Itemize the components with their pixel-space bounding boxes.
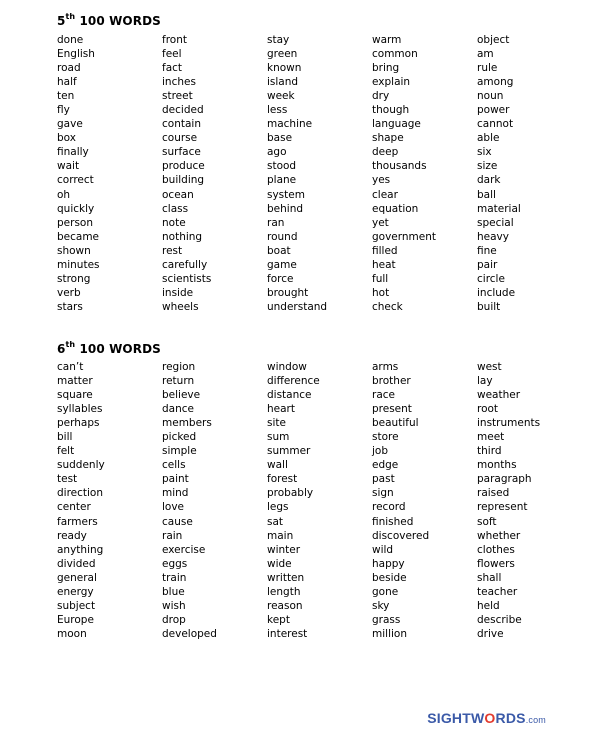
sight-word: decided	[162, 104, 204, 117]
sight-word: square	[57, 389, 93, 402]
sight-word: language	[372, 118, 421, 131]
sight-word: stars	[57, 300, 83, 313]
sight-word: half	[57, 76, 77, 89]
sight-word: produce	[162, 160, 205, 173]
sight-word: past	[372, 473, 395, 486]
sight-word: became	[57, 230, 100, 243]
ordinal-suffix: th	[65, 12, 76, 21]
sight-word: felt	[57, 445, 75, 458]
sight-word: boat	[267, 244, 291, 257]
sight-word: feel	[162, 48, 182, 61]
sight-word: finally	[57, 146, 89, 159]
sight-word: matter	[57, 375, 93, 388]
sight-word: lay	[477, 375, 493, 388]
sight-word: warm	[372, 34, 402, 46]
sight-word: arms	[372, 361, 399, 373]
sight-word: train	[162, 571, 187, 584]
sight-word: size	[477, 160, 498, 173]
sight-word: main	[267, 529, 294, 542]
sight-word: energy	[57, 585, 94, 598]
word-grid-5th	[57, 33, 582, 314]
word-grid-6th	[57, 360, 582, 641]
sight-word: force	[267, 272, 294, 285]
sight-word: week	[267, 90, 295, 103]
sight-word: rule	[477, 62, 498, 75]
sight-word: cannot	[477, 118, 514, 131]
sight-word: mind	[162, 487, 189, 500]
sight-word: English	[57, 48, 95, 61]
sight-word: third	[477, 445, 502, 458]
sight-word: farmers	[57, 515, 98, 528]
word-column	[162, 33, 267, 314]
sight-word: plane	[267, 174, 297, 187]
sight-word: yes	[372, 174, 391, 187]
sight-word: game	[267, 258, 297, 271]
sight-word: stay	[267, 34, 290, 46]
sight-word: sky	[372, 599, 390, 612]
sight-word: site	[267, 417, 286, 430]
sight-word: probably	[267, 487, 314, 500]
sight-word: root	[477, 403, 499, 416]
sight-word: picked	[162, 431, 197, 444]
sight-word: cells	[162, 459, 186, 472]
sight-word: thousands	[372, 160, 427, 173]
sight-word: known	[267, 62, 302, 75]
sight-word: subject	[57, 599, 96, 612]
sight-word: fine	[477, 244, 497, 257]
sight-word: love	[162, 501, 185, 514]
sight-word: winter	[267, 543, 301, 556]
sight-word: though	[372, 104, 410, 117]
sight-word: instruments	[477, 417, 541, 430]
logo-domain-suffix: .com	[525, 715, 546, 725]
sight-word: check	[372, 300, 403, 313]
sight-word: include	[477, 286, 516, 299]
word-column	[477, 360, 582, 641]
sight-word: drop	[162, 613, 186, 626]
logo-text-end: RDS	[495, 710, 526, 726]
sight-word: shall	[477, 571, 502, 584]
sight-word: summer	[267, 445, 311, 458]
sight-word: center	[57, 501, 91, 514]
sight-word: built	[477, 300, 501, 313]
ordinal-number: 5	[57, 14, 66, 28]
section-title-5th-100-words	[57, 14, 161, 28]
sight-word: test	[57, 473, 78, 486]
sight-word: round	[267, 230, 298, 243]
sight-word: gone	[372, 585, 399, 598]
sight-word: discovered	[372, 529, 430, 542]
sight-word: wall	[267, 459, 288, 472]
sight-word: interest	[267, 627, 308, 640]
sightwords-logo[interactable]	[427, 710, 546, 726]
sight-word: wish	[162, 599, 186, 612]
sight-word: government	[372, 230, 437, 243]
sight-word: dry	[372, 90, 390, 103]
sight-word: material	[477, 202, 521, 215]
sight-word: sat	[267, 515, 284, 528]
sight-word: ready	[57, 529, 87, 542]
sight-word: able	[477, 132, 500, 145]
sight-word: region	[162, 361, 196, 373]
sight-word: island	[267, 76, 299, 89]
sight-word: record	[372, 501, 406, 514]
sight-word: clear	[372, 188, 398, 201]
sight-word: dark	[477, 174, 501, 187]
sight-word: brought	[267, 286, 309, 299]
sight-word: direction	[57, 487, 104, 500]
sight-word: million	[372, 627, 407, 640]
sight-word: brother	[372, 375, 411, 388]
sight-word: exercise	[162, 543, 206, 556]
sight-word: street	[162, 90, 193, 103]
sight-word: sum	[267, 431, 290, 444]
logo-text-start: SIGHTW	[427, 710, 485, 726]
sight-word: building	[162, 174, 205, 187]
sight-word: inches	[162, 76, 196, 89]
sight-word: surface	[162, 146, 201, 159]
sight-word: special	[477, 216, 514, 229]
sight-word: wheels	[162, 300, 199, 313]
sight-word: represent	[477, 501, 528, 514]
sight-word: members	[162, 417, 212, 430]
sight-word: meet	[477, 431, 505, 444]
sight-word: drive	[477, 627, 504, 640]
sight-word: moon	[57, 627, 87, 640]
sight-word: contain	[162, 118, 201, 131]
sight-word: shape	[372, 132, 404, 145]
word-column	[372, 33, 477, 314]
sight-word: window	[267, 361, 307, 373]
sight-word: less	[267, 104, 288, 117]
sight-word: forest	[267, 473, 298, 486]
sight-word: stood	[267, 160, 297, 173]
sight-word: six	[477, 146, 492, 159]
sight-word: difference	[267, 375, 320, 388]
sight-word: developed	[162, 627, 217, 640]
sight-word: yet	[372, 216, 389, 229]
sight-word: finished	[372, 515, 414, 528]
sight-word: power	[477, 104, 510, 117]
ordinal-suffix: th	[65, 340, 76, 349]
sight-word: edge	[372, 459, 399, 472]
sight-word: shown	[57, 244, 91, 257]
sight-word: return	[162, 375, 195, 388]
sight-word: fact	[162, 62, 183, 75]
sight-word: full	[372, 272, 389, 285]
sight-word: flowers	[477, 557, 515, 570]
sight-word: minutes	[57, 258, 100, 271]
sight-word: course	[162, 132, 198, 145]
sight-word: machine	[267, 118, 313, 131]
sight-word: sign	[372, 487, 394, 500]
word-column	[162, 360, 267, 641]
word-column	[267, 360, 372, 641]
sight-word: ran	[267, 216, 285, 229]
sight-word: strong	[57, 272, 91, 285]
sight-word: explain	[372, 76, 411, 89]
sight-word: distance	[267, 389, 312, 402]
sight-word: heart	[267, 403, 295, 416]
sight-word: bill	[57, 431, 73, 444]
sight-word: rain	[162, 529, 183, 542]
sight-word: beside	[372, 571, 407, 584]
sight-word: soft	[477, 515, 497, 528]
sight-word: perhaps	[57, 417, 100, 430]
sight-word: carefully	[162, 258, 208, 271]
word-column	[477, 33, 582, 314]
sight-word: job	[372, 445, 389, 458]
logo-o-letter: O	[484, 710, 496, 726]
sight-word: raised	[477, 487, 510, 500]
sight-word: held	[477, 599, 500, 612]
sight-word: class	[162, 202, 189, 215]
sight-word: common	[372, 48, 418, 61]
sight-word: inside	[162, 286, 194, 299]
sight-word: nothing	[162, 230, 203, 243]
sight-word: ball	[477, 188, 496, 201]
sight-word: wait	[57, 160, 80, 173]
sight-word: bring	[372, 62, 400, 75]
sight-word: system	[267, 188, 305, 201]
sight-word: reason	[267, 599, 303, 612]
sight-word: general	[57, 571, 97, 584]
sight-word: base	[267, 132, 293, 145]
sight-word: written	[267, 571, 305, 584]
sight-word: length	[267, 585, 301, 598]
word-column	[57, 360, 162, 641]
sight-word: Europe	[57, 613, 94, 626]
sight-word: clothes	[477, 543, 515, 556]
sight-word: weather	[477, 389, 521, 402]
sight-word: simple	[162, 445, 197, 458]
sight-word: grass	[372, 613, 401, 626]
sight-word: ten	[57, 90, 75, 103]
heading-text: 100 WORDS	[75, 14, 161, 28]
sight-word: wild	[372, 543, 394, 556]
sight-word: describe	[477, 613, 522, 626]
sight-word: beautiful	[372, 417, 419, 430]
sight-word: done	[57, 34, 84, 46]
sight-word: quickly	[57, 202, 95, 215]
sight-word: understand	[267, 300, 328, 313]
sight-word: noun	[477, 90, 504, 103]
sight-word: dance	[162, 403, 194, 416]
sight-word: circle	[477, 272, 505, 285]
sight-word: box	[57, 132, 76, 145]
sight-word: rest	[162, 244, 183, 257]
sight-word: object	[477, 34, 510, 46]
sight-word: syllables	[57, 403, 103, 416]
sight-word: teacher	[477, 585, 518, 598]
sight-word: deep	[372, 146, 399, 159]
sight-word: cause	[162, 515, 193, 528]
section-title-6th-100-words	[57, 342, 161, 356]
sight-word: fly	[57, 104, 70, 117]
sight-word: behind	[267, 202, 304, 215]
ordinal-number: 6	[57, 342, 66, 356]
sight-word: blue	[162, 585, 185, 598]
sight-word: person	[57, 216, 93, 229]
sight-word: divided	[57, 557, 96, 570]
sight-word: paragraph	[477, 473, 532, 486]
sight-word: eggs	[162, 557, 188, 570]
sight-word: ocean	[162, 188, 194, 201]
sight-word: months	[477, 459, 517, 472]
sight-word: oh	[57, 188, 71, 201]
sight-word: present	[372, 403, 412, 416]
sight-word: front	[162, 34, 187, 46]
sight-word: equation	[372, 202, 419, 215]
word-column	[372, 360, 477, 641]
sight-word: verb	[57, 286, 81, 299]
sight-word: kept	[267, 613, 290, 626]
sight-word: gave	[57, 118, 83, 131]
sight-word: correct	[57, 174, 94, 187]
sight-word: west	[477, 361, 502, 373]
sight-word: legs	[267, 501, 289, 514]
sight-word: hot	[372, 286, 390, 299]
sight-word: race	[372, 389, 395, 402]
sight-word: can’t	[57, 361, 84, 373]
sight-word: happy	[372, 557, 405, 570]
sight-word: pair	[477, 258, 498, 271]
sight-word: among	[477, 76, 514, 89]
sight-word: paint	[162, 473, 189, 486]
sight-word: suddenly	[57, 459, 105, 472]
sight-word: green	[267, 48, 298, 61]
sight-word: ago	[267, 146, 287, 159]
sight-word: whether	[477, 529, 521, 542]
sight-word: heat	[372, 258, 396, 271]
sight-word: am	[477, 48, 494, 61]
word-column	[267, 33, 372, 314]
heading-text: 100 WORDS	[75, 342, 161, 356]
sight-word: road	[57, 62, 81, 75]
word-column	[57, 33, 162, 314]
sight-word: scientists	[162, 272, 212, 285]
sight-word: wide	[267, 557, 292, 570]
sight-word: heavy	[477, 230, 509, 243]
sight-word: note	[162, 216, 186, 229]
sight-word: believe	[162, 389, 201, 402]
sight-word: store	[372, 431, 399, 444]
sight-word: anything	[57, 543, 104, 556]
sight-word: filled	[372, 244, 398, 257]
